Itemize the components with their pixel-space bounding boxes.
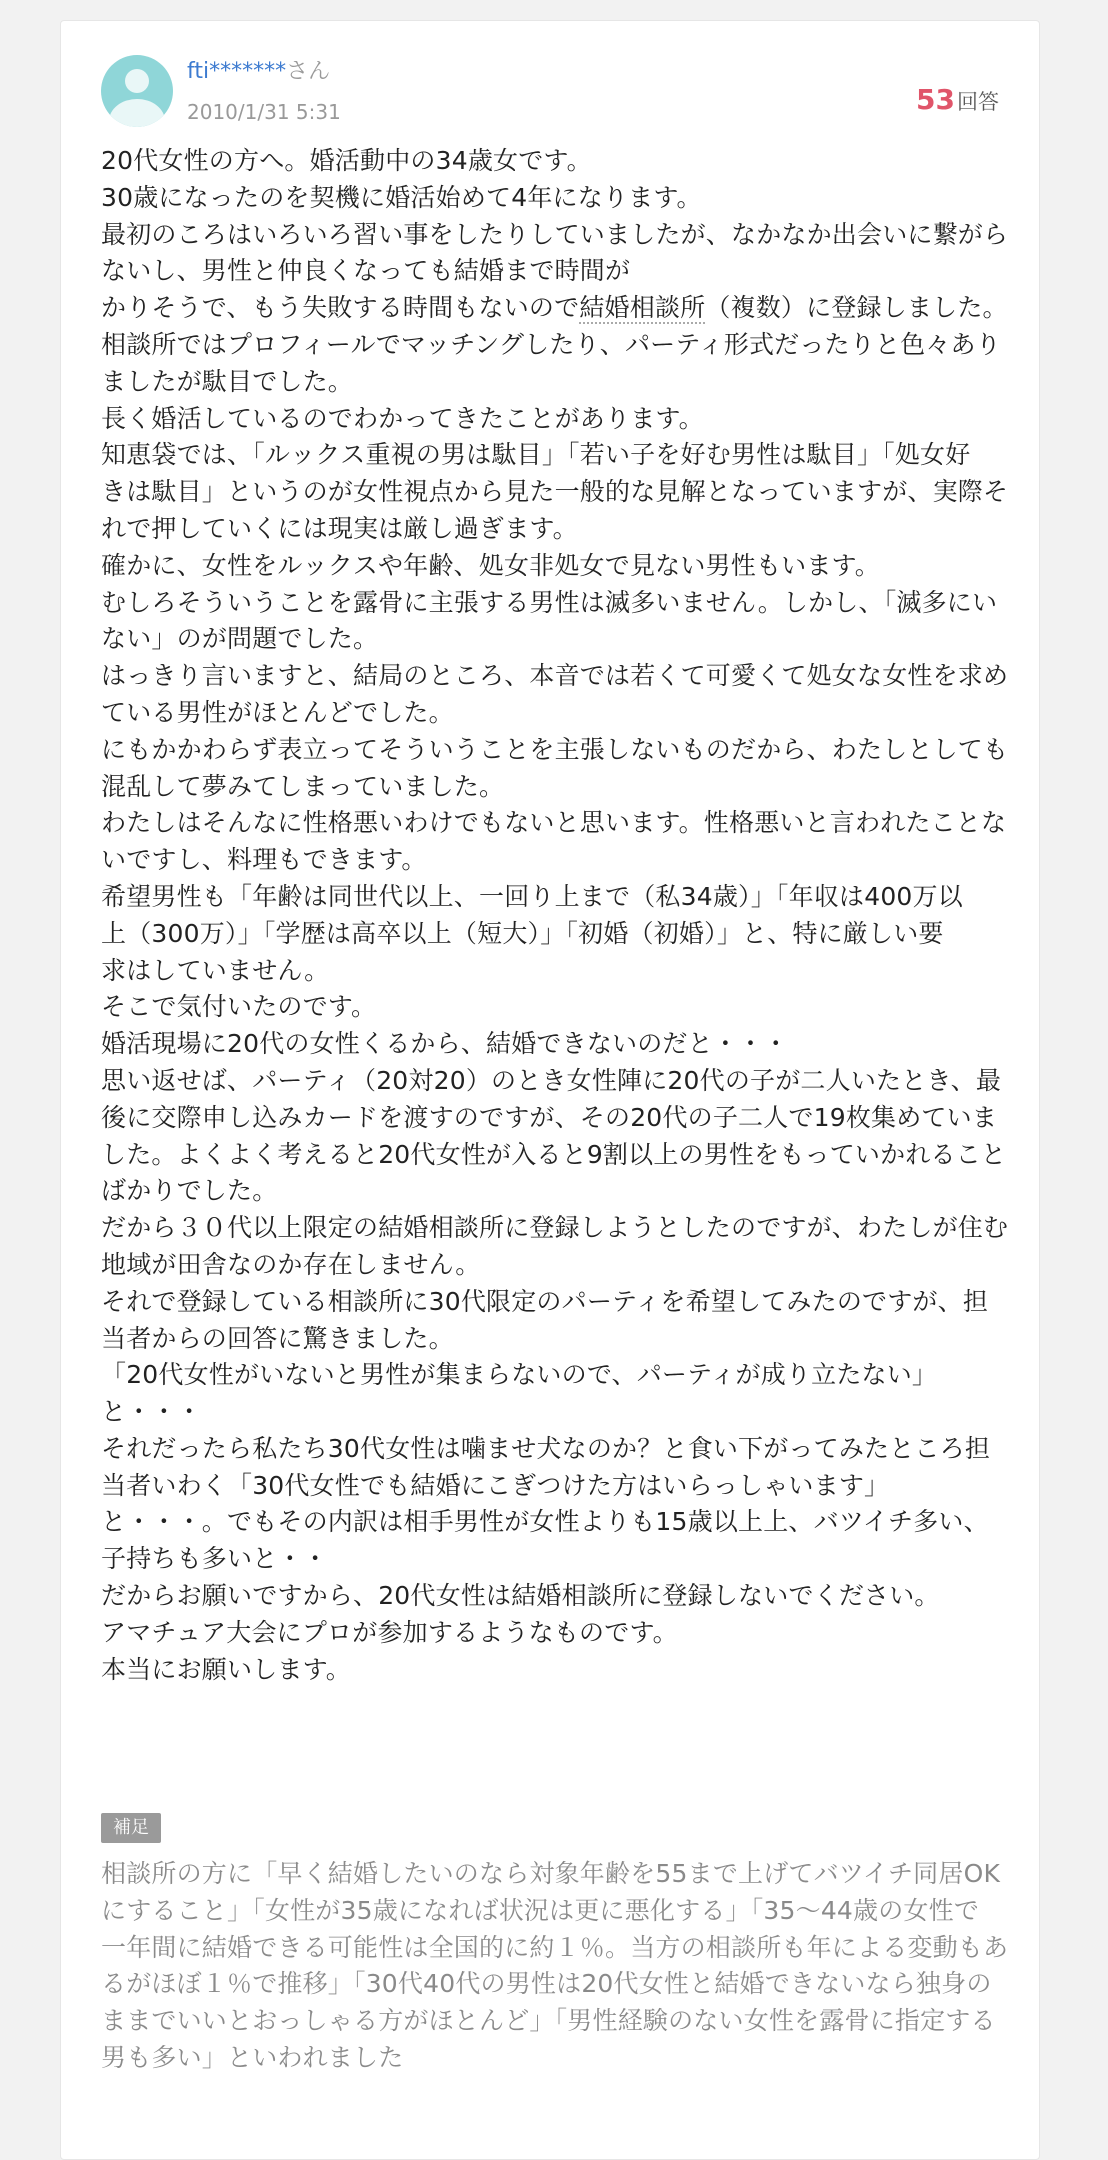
question-line: いですし、料理もできます。 (101, 845, 427, 875)
question-line-text: かりそうで、もう失敗する時間もないので (101, 293, 580, 323)
question-line: だから３０代以上限定の結婚相談所に登録しようとしたのですが、わたしが住む (101, 1213, 1009, 1243)
question-line: ない」のが問題でした。 (101, 624, 379, 654)
question-line: 知恵袋では、「ルックス重視の男は駄目」「若い子を好む男性は駄目」「処女好 (101, 440, 971, 470)
question-line: と・・・ (101, 1397, 202, 1427)
question-line: アマチュア大会にプロが参加するようなものです。 (101, 1617, 678, 1647)
avatar-body-icon (109, 99, 165, 127)
question-line-text: （複数）に登録しました。 (705, 293, 1008, 323)
supplement-line: 一年間に結婚できる可能性は全国的に約１％。当方の相談所も年による変動もあ (101, 1932, 1009, 1962)
question-line: わたしはそんなに性格悪いわけでもないと思います。性格悪いと言われたことな (101, 808, 1007, 838)
supplement-line: るがほぼ１％で推移」「30代40代の男性は20代女性と結婚できないなら独身の (101, 1969, 992, 1999)
supplement-line: 相談所の方に「早く結婚したいのなら対象年齢を55まで上げてバツイチ同居OK (101, 1859, 1001, 1888)
question-line (101, 290, 1036, 327)
question-line: 後に交際申し込みカードを渡すのですが、その20代の子二人で19枚集めていま (101, 1102, 998, 1132)
question-line: だからお願いですから、20代女性は結婚相談所に登録しないでください。 (101, 1581, 940, 1611)
question-line: した。よくよく考えると20代女性が入ると9割以上の男性をもっていかれること (101, 1139, 1007, 1169)
question-line: 本当にお願いします。 (101, 1654, 352, 1684)
question-line: 子持ちも多いと・・ (101, 1544, 328, 1574)
question-line: 当者からの回答に驚きました。 (101, 1323, 454, 1353)
question-line: 上（300万）」「学歴は高卒以上（短大）」「初婚（初婚）」と、特に厳しい要 (101, 918, 944, 948)
question-line: 思い返せば、パーティ（20対20）のとき女性陣に20代の子が二人いたとき、最 (101, 1065, 1002, 1095)
keyword-link[interactable]: 結婚相談所 (579, 293, 706, 323)
question-line: ばかりでした。 (101, 1176, 278, 1206)
supplement-line: ままでいいとおっしゃる方がほとんど」「男性経験のない女性を露骨に指定する (101, 2006, 996, 2036)
question-line: 最初のころはいろいろ習い事をしたりしていましたが、なかなか出会いに繋がら (101, 219, 1009, 249)
user-suffix: さん (286, 59, 331, 84)
question-line: はっきり言いますと、結局のところ、本音では若くて可愛くて処女な女性を求め (101, 661, 1009, 691)
question-line: きは駄目」というのが女性視点から見た一般的な見解となっていますが、実際そ (101, 477, 1009, 507)
question-line: 希望男性も「年齢は同世代以上、一回り上まで（私34歳）」「年収は400万以 (101, 881, 963, 911)
supplement-line: 男も多い」といわれました (101, 2042, 404, 2072)
question-line: 混乱して夢みてしまっていました。 (101, 771, 505, 801)
question-body (101, 143, 1036, 1688)
supplement-line: にすること」「女性が35歳になれば状況は更に悪化する」「35〜44歳の女性で (101, 1895, 980, 1925)
user-line (187, 57, 330, 87)
question-line: ている男性がほとんどでした。 (101, 697, 454, 727)
avatar-head-icon (125, 69, 149, 93)
question-line: と・・・。でもその内訳は相手男性が女性よりも15歳以上上、バツイチ多い、 (101, 1507, 989, 1537)
question-line: 相談所ではプロフィールでマッチングしたり、パーティ形式だったりと色々あり (101, 329, 1001, 359)
question-line: 確かに、女性をルックスや年齢、処女非処女で見ない男性もいます。 (101, 550, 880, 580)
question-line: 長く婚活しているのでわかってきたことがあります。 (101, 403, 704, 433)
question-line: それで登録している相談所に30代限定のパーティを希望してみたのですが、担 (101, 1286, 989, 1316)
question-line: 30歳になったのを契機に婚活始めて4年になります。 (101, 182, 702, 212)
question-line: むしろそういうことを露骨に主張する男性は滅多いません。しかし、「滅多にい (101, 587, 998, 617)
question-line: ましたが駄目でした。 (101, 366, 354, 396)
user-avatar[interactable] (101, 55, 173, 127)
answer-count[interactable] (916, 85, 999, 119)
question-line: そこで気付いたのです。 (101, 992, 377, 1022)
question-card (60, 20, 1040, 2160)
supplement-body (101, 1856, 1036, 2077)
question-line: 地域が田舎なのか存在しません。 (101, 1249, 481, 1279)
user-name-link[interactable]: fti******* (187, 59, 287, 84)
supplement-badge: 補足 (101, 1813, 161, 1843)
question-line: ないし、男性と仲良くなっても結婚まで時間が (101, 256, 631, 286)
question-line: それだったら私たち30代女性は噛ませ犬なのか？と食い下がってみたところ担 (101, 1433, 991, 1463)
answer-count-label: 回答 (957, 90, 999, 114)
question-line: れで押していくには現実は厳し過ぎます。 (101, 513, 578, 543)
question-line: 当者いわく「30代女性でも結婚にこぎつけた方はいらっしゃいます」 (101, 1470, 890, 1500)
question-line: 20代女性の方へ。婚活動中の34歳女です。 (101, 146, 592, 175)
post-date: 2010/1/31 5:31 (187, 100, 341, 124)
answer-count-number: 53 (916, 83, 955, 116)
question-line: 「20代女性がいないと男性が集まらないので、パーティが成り立たない」 (101, 1360, 938, 1390)
question-line: 求はしていません。 (101, 955, 330, 985)
question-line: 婚活現場に20代の女性くるから、結婚できないのだと・・・ (101, 1029, 789, 1059)
question-line: にもかかわらず表立ってそういうことを主張しないものだから、わたしとしても (101, 734, 1009, 764)
